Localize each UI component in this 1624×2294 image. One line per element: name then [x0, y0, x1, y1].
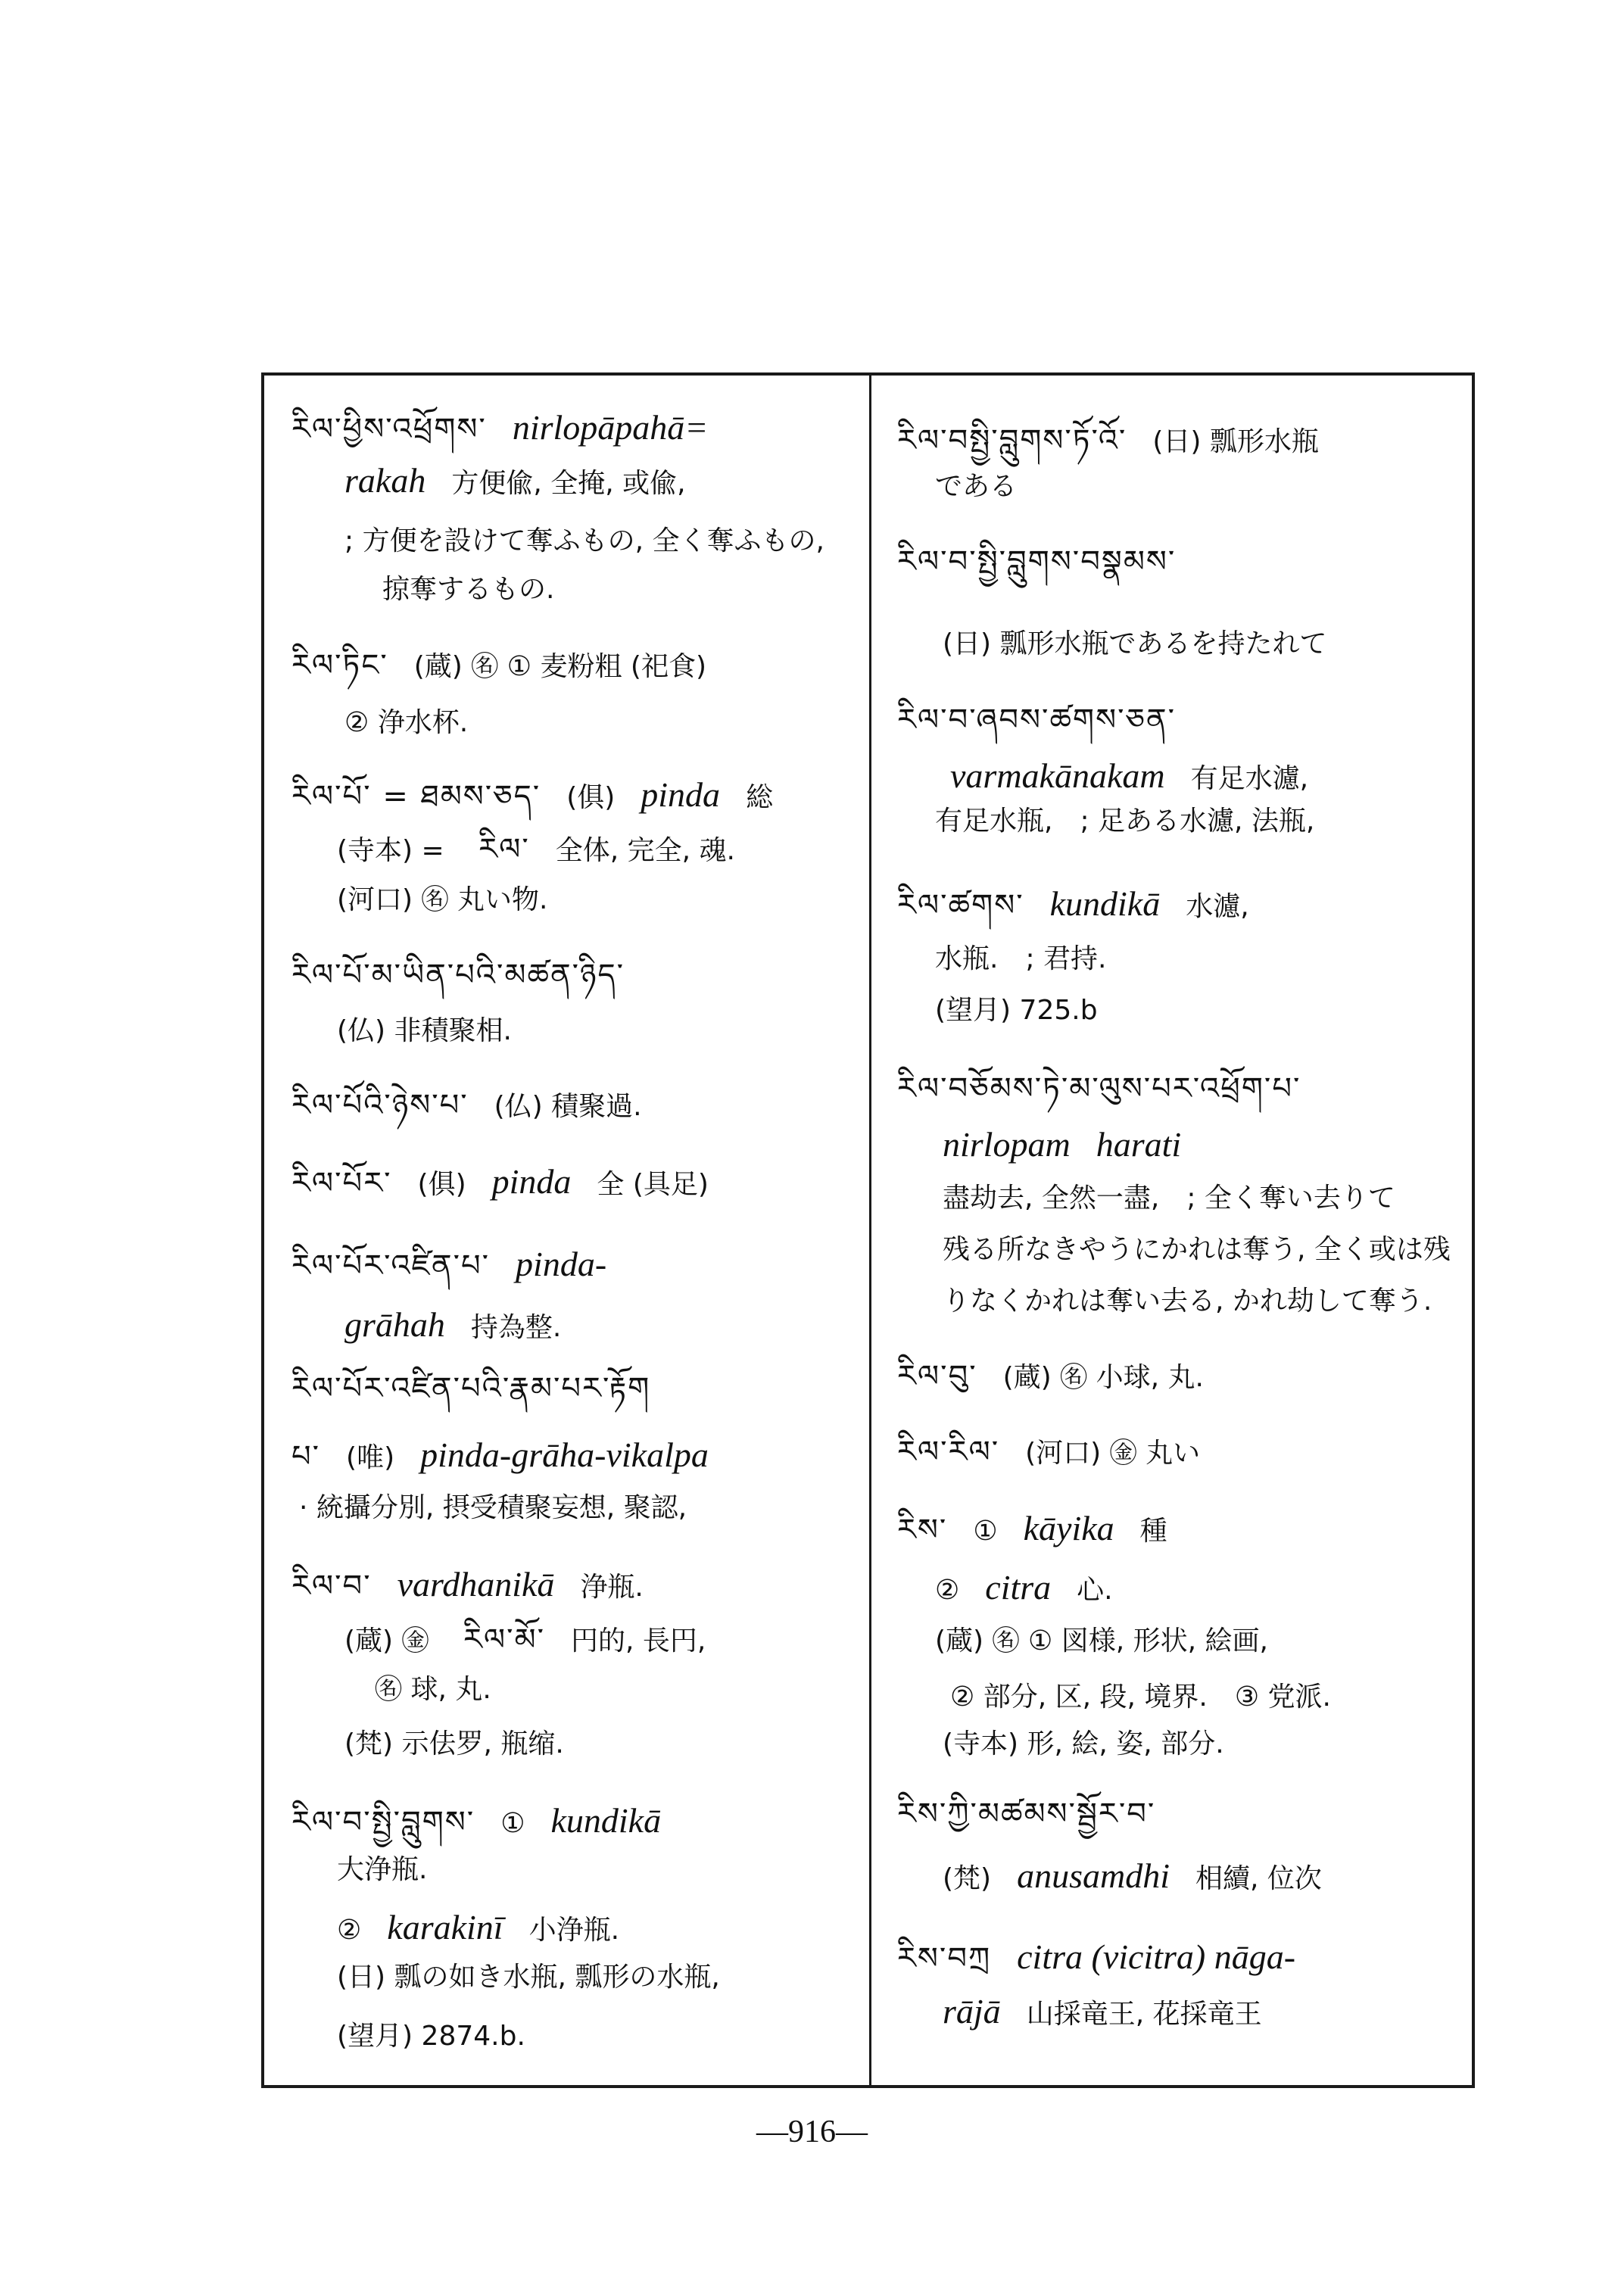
japanese-gloss: 円的, 長円,	[571, 1625, 706, 1657]
dictionary-entry-line	[291, 1436, 734, 1477]
dictionary-entry-line	[897, 422, 1345, 461]
tibetan-headword: རིལ་པོར་	[291, 1166, 392, 1201]
dictionary-entry-line	[337, 831, 761, 870]
dictionary-entry-line	[291, 1370, 676, 1407]
dictionary-entry-line	[897, 1938, 1321, 1978]
japanese-gloss: ② 浄水杯.	[344, 707, 469, 738]
japanese-gloss: (望月) 2874.b.	[337, 2021, 525, 2052]
japanese-gloss: ①	[973, 1516, 998, 1547]
tibetan-headword: རིལ་རིལ་	[897, 1435, 1000, 1470]
tibetan-headword: རིལ་བུ་	[897, 1359, 977, 1394]
japanese-gloss: 有足水濾,	[1190, 763, 1309, 794]
japanese-gloss: (仏) 非積聚相.	[337, 1015, 512, 1046]
tibetan-headword: རིས་བཀྲ	[897, 1941, 992, 1976]
dictionary-entry-line	[943, 1178, 1421, 1217]
japanese-gloss: 総	[746, 782, 774, 813]
tibetan-headword: རིལ་བ་ཞབས་ཚགས་ཅན་	[897, 703, 1176, 737]
sanskrit-term: pinda-	[516, 1245, 607, 1283]
japanese-gloss: (日) 瓢の如き水瓶, 瓢形の水瓶,	[337, 1962, 720, 1993]
dictionary-entry-line	[291, 1566, 669, 1607]
sanskrit-term: rājā	[943, 1992, 1001, 2031]
dictionary-entry-line	[291, 409, 734, 448]
sanskrit-term: nirlopāpahā=	[512, 408, 709, 447]
tibetan-headword: རིལ་པོ་ = ཐམས་ཅད་	[291, 779, 541, 814]
dictionary-entry-line	[897, 1357, 1230, 1397]
japanese-gloss: (蔵) ㊔ ① 麦粉粗 (祀食)	[413, 651, 706, 682]
dictionary-entry-line	[950, 757, 1334, 798]
dictionary-entry-line	[337, 880, 573, 919]
tibetan-headword: རིས་	[897, 1513, 948, 1548]
dictionary-entry-line	[935, 1569, 1139, 1610]
dictionary-entry-line	[299, 1488, 712, 1527]
dictionary-entry-line	[935, 801, 1340, 840]
dictionary-entry-line	[344, 521, 850, 560]
japanese-gloss: (俱)	[566, 782, 616, 813]
japanese-gloss: ①	[500, 1808, 525, 1839]
dictionary-entry-line	[344, 1306, 587, 1347]
tibetan-headword: པ་	[291, 1439, 321, 1474]
dictionary-entry-line	[897, 1070, 1326, 1108]
dictionary-entry-line	[337, 1957, 746, 1996]
dictionary-entry-line	[337, 1011, 538, 1050]
japanese-gloss: 掠奪するもの.	[382, 574, 555, 605]
japanese-gloss: (仏) 積聚過.	[494, 1091, 642, 1122]
japanese-gloss: りなくかれは奪い去る, かれ劫して奪う.	[943, 1286, 1432, 1317]
dictionary-entry-line	[291, 1245, 632, 1285]
tibetan-headword: རིལ་	[478, 832, 530, 867]
sanskrit-term: kundikā	[1049, 884, 1161, 923]
dictionary-entry-line	[291, 956, 650, 994]
dictionary-entry-line	[375, 1669, 517, 1709]
japanese-gloss: 浄瓶.	[580, 1572, 644, 1603]
japanese-gloss: 大浄瓶.	[337, 1854, 428, 1885]
japanese-gloss: 盡劫去, 全然一盡, ; 全く奪い去りて	[943, 1183, 1395, 1214]
tibetan-headword: རིལ་བ་	[291, 1569, 372, 1604]
sanskrit-term: anusamdhi	[1017, 1856, 1170, 1895]
tibetan-headword: རིལ་མོ་	[463, 1622, 546, 1657]
tibetan-headword: རིས་ཀྱི་མཚམས་སྦྱོར་བ་	[897, 1797, 1156, 1831]
dictionary-entry-line	[943, 1281, 1457, 1320]
page-number: —916—	[756, 2115, 868, 2149]
dictionary-entry-line	[344, 703, 494, 742]
dictionary-entry-line	[897, 885, 1275, 926]
japanese-gloss: (梵) 示佉罗, 瓶缩.	[344, 1728, 564, 1759]
japanese-gloss: 心.	[1077, 1575, 1113, 1606]
sanskrit-term: kundikā	[550, 1801, 662, 1840]
sanskrit-term: pinda	[641, 775, 721, 814]
dictionary-entry-line	[291, 1086, 668, 1126]
japanese-gloss: 全 (具足)	[597, 1169, 709, 1200]
tibetan-headword: རིལ་བསྤྱི་བླུགས་ཏོ་འོ་	[897, 423, 1127, 458]
sanskrit-term: citra (vicitra) nāga-	[1017, 1937, 1296, 1976]
japanese-gloss: ② 部分, 区, 段, 境界. ③ 党派.	[950, 1682, 1331, 1713]
dictionary-entry-line	[943, 1857, 1348, 1898]
japanese-gloss: ②	[337, 1915, 362, 1946]
sanskrit-term: rakah	[344, 461, 426, 500]
japanese-gloss: 残る所なきやうにかれは奪う, 全く或は残	[943, 1234, 1451, 1265]
japanese-gloss: · 統攝分別, 摂受積聚妄想, 聚認,	[299, 1492, 687, 1523]
japanese-gloss: ; 方便を設けて奪ふもの, 全く奪ふもの,	[344, 525, 824, 556]
dictionary-entry-line	[943, 624, 1353, 663]
sanskrit-term: grāhah	[344, 1305, 445, 1344]
tibetan-headword: རིལ་པོ་མ་ཡིན་པའི་མཚན་ཉིད་	[291, 958, 625, 993]
japanese-gloss: 持為整.	[470, 1312, 562, 1343]
japanese-gloss: 水瓶. ; 君持.	[935, 943, 1107, 974]
japanese-gloss: 種	[1139, 1516, 1167, 1547]
dictionary-entry-line	[943, 1230, 1476, 1269]
japanese-gloss: ㊔ 球, 丸.	[375, 1674, 491, 1705]
dictionary-entry-line	[935, 1621, 1294, 1660]
tibetan-headword: རིལ་ཚགས་	[897, 888, 1024, 923]
japanese-gloss: 全体, 完全, 魂.	[555, 835, 735, 866]
japanese-gloss: 水濾,	[1186, 891, 1249, 922]
sanskrit-term: pinda	[491, 1162, 572, 1201]
dictionary-entry-line	[291, 1802, 687, 1843]
sanskrit-term: vardhanikā	[397, 1565, 555, 1604]
dictionary-entry-line	[291, 776, 799, 817]
japanese-gloss: (俱)	[417, 1169, 466, 1200]
tibetan-headword: རིལ་བ་སྤྱི་བླུགས་	[291, 1805, 475, 1840]
dictionary-entry-line	[337, 1850, 453, 1889]
dictionary-entry-line	[344, 1724, 590, 1763]
dictionary-entry-line	[897, 543, 1202, 581]
sanskrit-term: citra	[985, 1568, 1052, 1607]
tibetan-headword: རིལ་བ་སྤྱི་བླུགས་བསྣམས་	[897, 544, 1177, 579]
japanese-gloss: (梵)	[943, 1863, 992, 1894]
dictionary-entry-line	[291, 1163, 734, 1204]
dictionary-entry-line	[382, 569, 580, 609]
sanskrit-term: varmakānakam	[950, 756, 1165, 795]
dictionary-entry-line	[897, 1510, 1193, 1551]
dictionary-entry-line	[935, 466, 1043, 506]
dictionary-entry-line	[897, 1795, 1181, 1833]
japanese-gloss: 山採竜王, 花採竜王	[1026, 1999, 1262, 2030]
tibetan-headword: རིལ་པོར་འཛིན་པ་	[291, 1248, 491, 1283]
japanese-gloss: (唯)	[346, 1442, 395, 1473]
sanskrit-term: harati	[1096, 1125, 1182, 1164]
dictionary-entry-line	[950, 1677, 1357, 1716]
dictionary-entry-line	[943, 1126, 1207, 1165]
dictionary-entry-line	[935, 939, 1132, 978]
japanese-gloss: (蔵) ㊎	[344, 1625, 438, 1657]
tibetan-headword: རིལ་པོར་འཛིན་པའི་རྣམ་པར་རྟོག	[291, 1371, 651, 1406]
dictionary-entry-line	[344, 1621, 731, 1660]
sanskrit-term: karakinī	[387, 1908, 503, 1946]
japanese-gloss: (河口) ㊎ 丸い	[1025, 1438, 1201, 1469]
japanese-gloss: (蔵) ㊔ ① 図様, 形状, 絵画,	[935, 1625, 1268, 1657]
sanskrit-term: kāyika	[1023, 1509, 1114, 1548]
japanese-gloss: 相續, 位次	[1195, 1863, 1322, 1894]
dictionary-entry-line	[344, 462, 712, 503]
column-divider	[869, 372, 871, 2088]
sanskrit-term: pinda-grāha-vikalpa	[420, 1435, 709, 1474]
japanese-gloss: 小浄瓶.	[528, 1915, 620, 1946]
japanese-gloss: (寺本) =	[337, 835, 454, 866]
dictionary-entry-line	[935, 990, 1124, 1030]
japanese-gloss: (望月) 725.b	[935, 995, 1098, 1026]
japanese-gloss: (河口) ㊔ 丸い物.	[337, 884, 548, 915]
japanese-gloss: (蔵) ㊔ 小球, 丸.	[1002, 1362, 1204, 1393]
japanese-gloss: 方便偸, 全掩, 或偸,	[451, 468, 686, 499]
tibetan-headword: རིལ་ཕྱིས་འཕྲོགས་	[291, 412, 487, 447]
sanskrit-term: nirlopam	[943, 1125, 1071, 1164]
dictionary-entry-line	[897, 701, 1202, 739]
japanese-gloss: である	[935, 471, 1018, 502]
dictionary-entry-line	[943, 1993, 1288, 2034]
dictionary-entry-line	[291, 647, 732, 686]
tibetan-headword: རིལ་བཅོམས་ཏེ་མ་ལུས་པར་འཕྲོག་པ་	[897, 1071, 1301, 1106]
dictionary-entry-line	[337, 1909, 645, 1950]
japanese-gloss: 有足水瓶, ; 足ある水濾, 法瓶,	[935, 806, 1315, 837]
japanese-gloss: ②	[935, 1575, 960, 1606]
japanese-gloss: (日) 瓢形水瓶	[1152, 426, 1319, 457]
dictionary-entry-line	[897, 1433, 1226, 1473]
japanese-gloss: (日) 瓢形水瓶であるを持たれて	[943, 628, 1327, 659]
dictionary-entry-line	[943, 1724, 1250, 1763]
japanese-gloss: (寺本) 形, 絵, 姿, 部分.	[943, 1728, 1224, 1759]
tibetan-headword: རིལ་པོའི་ཉེས་པ་	[291, 1088, 469, 1123]
tibetan-headword: རིལ་ཏིང་	[291, 648, 388, 683]
dictionary-entry-line	[337, 2016, 551, 2056]
